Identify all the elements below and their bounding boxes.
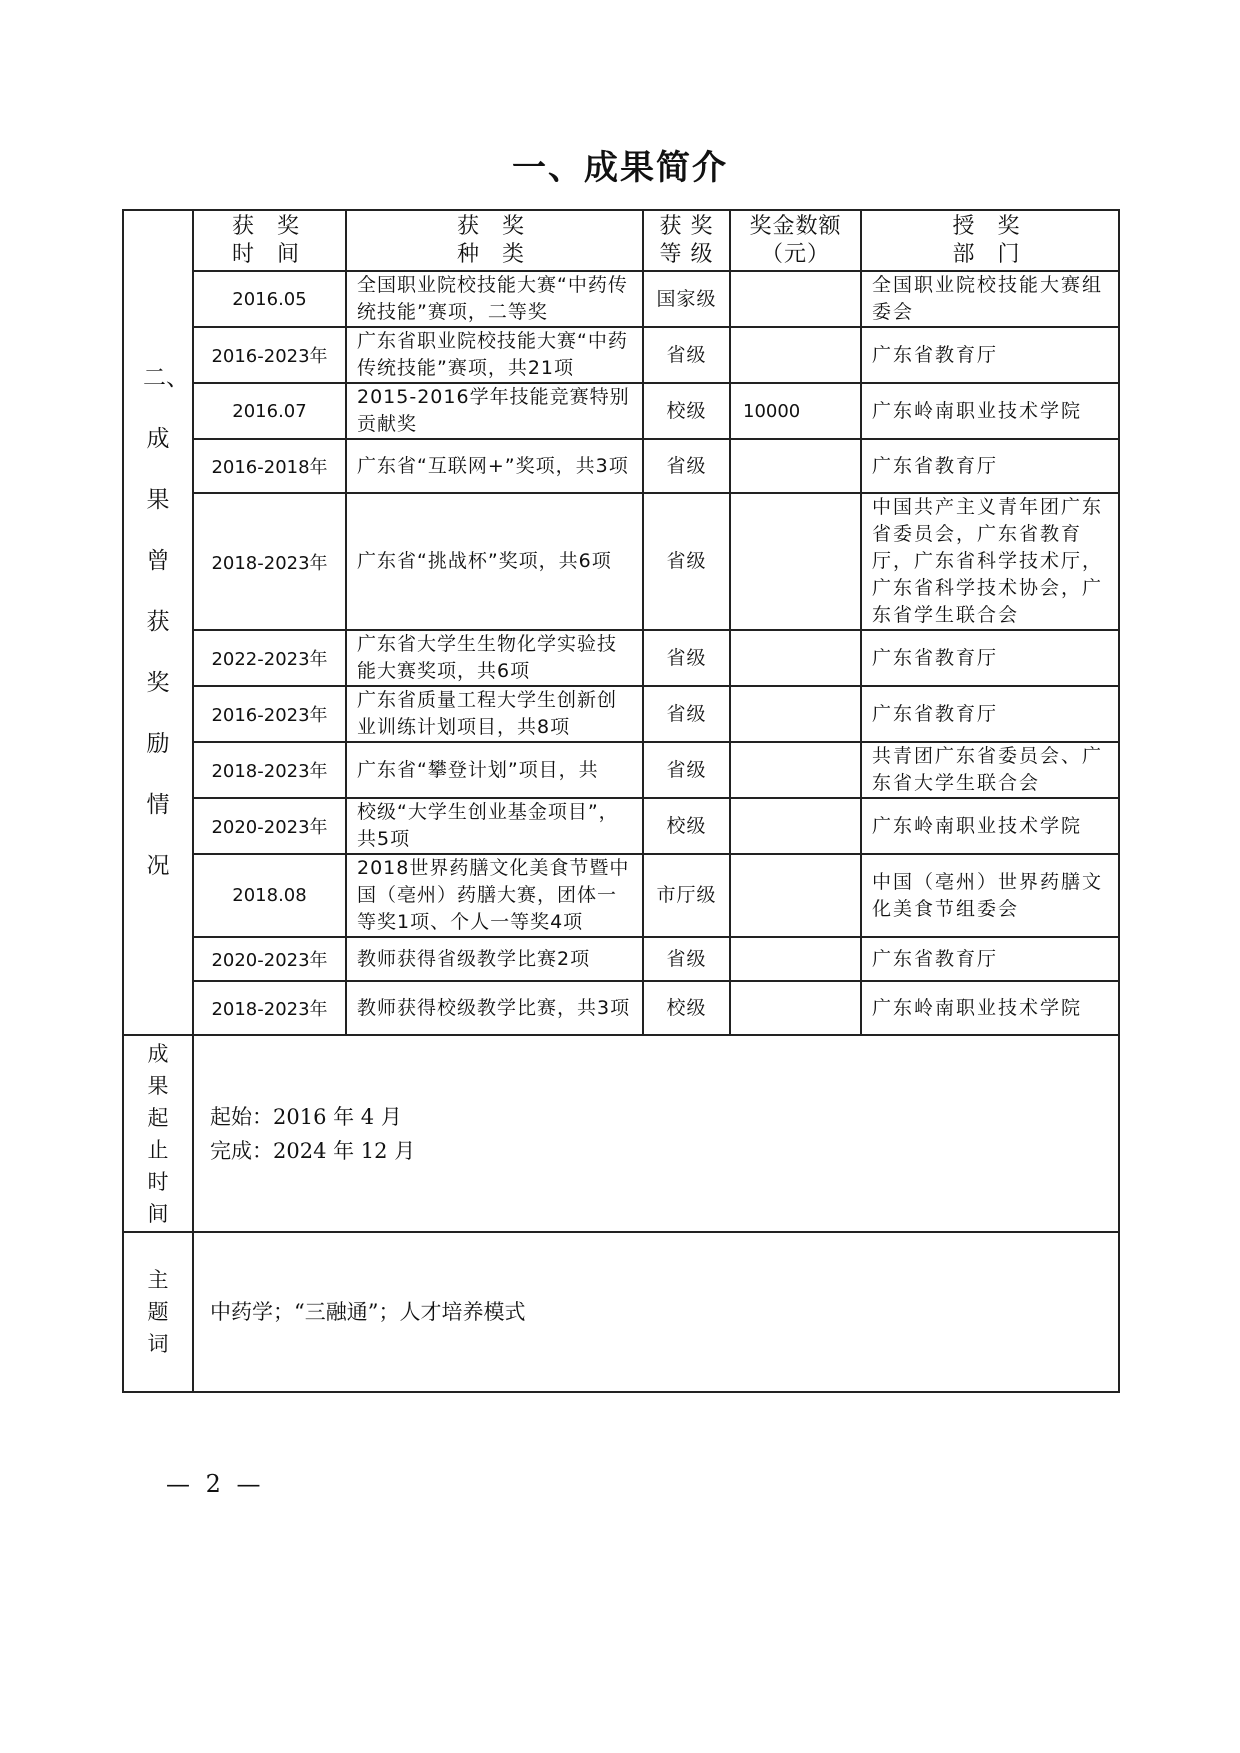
award-type: 教师获得校级教学比赛，共3项 — [346, 981, 643, 1035]
side-char: 时 — [147, 1169, 169, 1194]
award-type: 2015-2016学年技能竞赛特别贡献奖 — [346, 383, 643, 439]
award-dept: 中国共产主义青年团广东省委员会，广东省教育厅，广东省科学技术厅，广东省科学技术协会，广东省学生联合会 — [861, 493, 1119, 630]
side-label-period — [123, 1035, 193, 1232]
award-date: 2016-2023年 — [193, 686, 346, 742]
table-row — [123, 742, 1119, 798]
award-date: 2018-2023年 — [193, 742, 346, 798]
award-level: 省级 — [643, 630, 730, 686]
table-row — [123, 937, 1119, 981]
award-amount — [730, 686, 861, 742]
side-label-keywords — [123, 1232, 193, 1392]
table-row — [123, 327, 1119, 383]
award-level: 国家级 — [643, 271, 730, 327]
side-char: 果 — [147, 1073, 169, 1098]
side-char: 励 — [146, 731, 170, 757]
table-row — [123, 981, 1119, 1035]
table-row — [123, 383, 1119, 439]
table-row — [123, 854, 1119, 937]
award-amount — [730, 271, 861, 327]
header-row — [123, 210, 1119, 271]
table-row — [123, 271, 1119, 327]
award-dept: 广东省教育厅 — [861, 937, 1119, 981]
award-amount — [730, 439, 861, 493]
award-amount — [730, 937, 861, 981]
award-dept: 广东省教育厅 — [861, 327, 1119, 383]
award-table — [122, 209, 1120, 1393]
page-title: 一、成果简介 — [512, 148, 728, 188]
award-level: 省级 — [643, 742, 730, 798]
header-type: 获 奖 种 类 — [346, 210, 643, 271]
award-amount — [730, 798, 861, 854]
side-char: 二、 — [143, 365, 189, 391]
period-start: 起始：2016 年 4 月 — [210, 1104, 402, 1129]
table-row — [123, 439, 1119, 493]
table-row — [123, 798, 1119, 854]
side-char: 曾 — [146, 548, 170, 574]
award-amount — [730, 854, 861, 937]
keywords-cell — [193, 1232, 1119, 1392]
award-dept: 广东省教育厅 — [861, 630, 1119, 686]
table-row — [123, 630, 1119, 686]
side-char: 题 — [147, 1300, 169, 1324]
award-level: 市厅级 — [643, 854, 730, 937]
award-type: 校级“大学生创业基金项目”，共5项 — [346, 798, 643, 854]
period-row — [123, 1035, 1119, 1232]
award-amount — [730, 981, 861, 1035]
award-type: 2018世界药膳文化美食节暨中国（亳州）药膳大赛，团体一等奖1项、个人一等奖4项 — [346, 854, 643, 937]
award-level: 省级 — [643, 439, 730, 493]
award-type: 广东省“互联网+”奖项，共3项 — [346, 439, 643, 493]
award-amount — [730, 742, 861, 798]
table-row — [123, 493, 1119, 630]
award-date: 2018.08 — [193, 854, 346, 937]
award-level: 省级 — [643, 686, 730, 742]
award-type: 广东省大学生生物化学实验技能大赛奖项，共6项 — [346, 630, 643, 686]
award-date: 2016.05 — [193, 271, 346, 327]
award-amount — [730, 630, 861, 686]
side-char: 间 — [147, 1201, 169, 1226]
side-char: 词 — [147, 1332, 169, 1356]
award-date: 2016-2018年 — [193, 439, 346, 493]
award-amount — [730, 327, 861, 383]
keywords-text: 中药学；“三融通”；人才培养模式 — [210, 1300, 526, 1324]
award-amount: 10000 — [730, 383, 861, 439]
award-dept: 全国职业院校技能大赛组委会 — [861, 271, 1119, 327]
award-type: 广东省职业院校技能大赛“中药传统技能”赛项，共21项 — [346, 327, 643, 383]
side-char: 成 — [147, 1041, 169, 1066]
side-char: 况 — [146, 853, 170, 879]
award-dept: 广东岭南职业技术学院 — [861, 798, 1119, 854]
header-level: 获 奖 等 级 — [643, 210, 730, 271]
award-level: 校级 — [643, 981, 730, 1035]
keywords-row — [123, 1232, 1119, 1392]
award-level: 校级 — [643, 383, 730, 439]
award-type: 广东省质量工程大学生创新创业训练计划项目，共8项 — [346, 686, 643, 742]
award-level: 省级 — [643, 937, 730, 981]
award-date: 2018-2023年 — [193, 493, 346, 630]
award-type: 全国职业院校技能大赛“中药传统技能”赛项，二等奖 — [346, 271, 643, 327]
page-number: — 2 — — [166, 1470, 265, 1498]
header-dept: 授 奖 部 门 — [861, 210, 1119, 271]
award-amount — [730, 493, 861, 630]
award-dept: 中国（亳州）世界药膳文化美食节组委会 — [861, 854, 1119, 937]
award-date: 2020-2023年 — [193, 937, 346, 981]
award-type: 教师获得省级教学比赛2项 — [346, 937, 643, 981]
award-level: 校级 — [643, 798, 730, 854]
award-dept: 广东岭南职业技术学院 — [861, 383, 1119, 439]
award-level: 省级 — [643, 327, 730, 383]
award-type: 广东省“攀登计划”项目，共 — [346, 742, 643, 798]
award-type: 广东省“挑战杯”奖项，共6项 — [346, 493, 643, 630]
award-dept: 广东岭南职业技术学院 — [861, 981, 1119, 1035]
side-char: 起 — [147, 1105, 169, 1130]
award-level: 省级 — [643, 493, 730, 630]
header-date: 获 奖 时 间 — [193, 210, 346, 271]
side-label-awards — [123, 210, 193, 1035]
award-dept: 广东省教育厅 — [861, 439, 1119, 493]
side-char: 主 — [147, 1268, 169, 1292]
award-dept: 广东省教育厅 — [861, 686, 1119, 742]
header-amount: 奖金数额 （元） — [730, 210, 861, 271]
award-dept: 共青团广东省委员会、广东省大学生联合会 — [861, 742, 1119, 798]
award-date: 2016.07 — [193, 383, 346, 439]
side-char: 奖 — [146, 670, 170, 696]
period-end: 完成：2024 年 12 月 — [210, 1138, 416, 1163]
award-date: 2016-2023年 — [193, 327, 346, 383]
award-date: 2022-2023年 — [193, 630, 346, 686]
side-char: 情 — [146, 792, 170, 818]
side-char: 成 — [146, 426, 170, 452]
award-date: 2018-2023年 — [193, 981, 346, 1035]
award-date: 2020-2023年 — [193, 798, 346, 854]
side-char: 果 — [146, 487, 170, 513]
side-char: 获 — [146, 609, 170, 635]
side-char: 止 — [147, 1137, 169, 1162]
period-cell — [193, 1035, 1119, 1232]
table-row — [123, 686, 1119, 742]
